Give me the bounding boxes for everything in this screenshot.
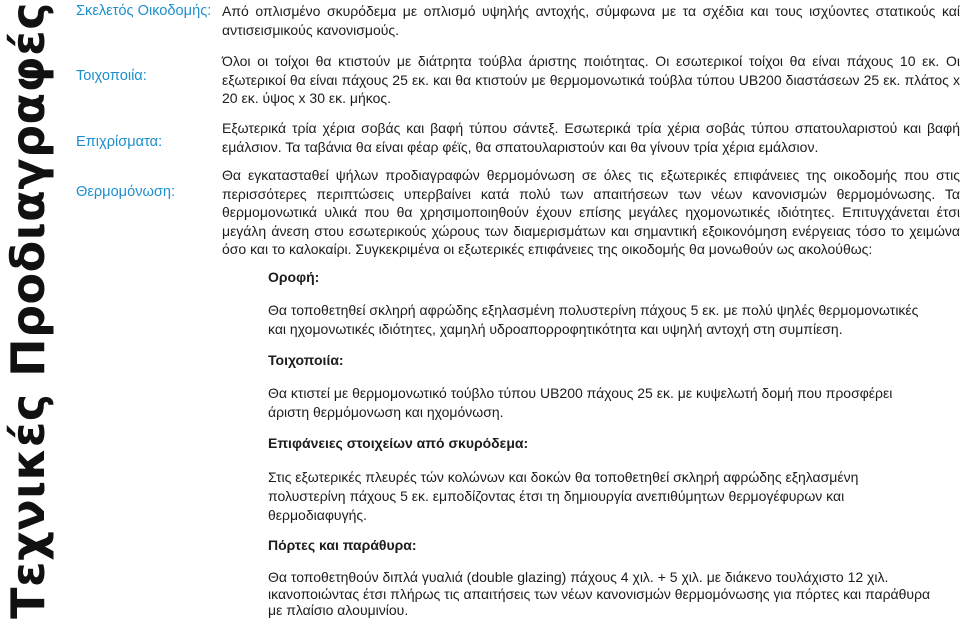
doors-line: Θα τοποθετηθούν διπλά γυαλιά (double glazing) πάχους 4 χιλ. + 5 χιλ. με διάκενο τουλάχιστο 12 χιλ. [268,569,889,585]
concrete-line: πολυστερίνη πάχους 5 εκ. εμποδίζοντας έτσι τη δημιουργία ανεπιθύμητων θερμογέφυρων και [268,488,845,504]
walls-line: άριστη θερμόμονωση και ηχομόνωση. [268,404,504,420]
page-title: Τεχνικές Προδιαγραφές [1,1,55,619]
label-walls: Τοιχοποιία: [76,68,147,84]
roof-line: Θα τοποθετηθεί σκληρή αφρώδης εξηλασμένη πολυστερίνη πάχους 5 εκ. με πολύ ψηλές θερμομονωτικές [268,302,919,318]
page-title-vertical [0,0,56,620]
concrete-line: Στις εξωτερικές πλευρές τών κολώνων και δοκών θα τοποθετηθεί σκληρή αφρώδης εξηλασμένη [268,469,859,485]
roof-line: και ηχομονωτικές ιδιότητες, χαμηλή υδροαπορροφητικότητα και υψηλή αντοχή στη συμπίεση. [268,321,843,337]
roof-heading: Οροφή: [268,269,320,285]
label-skeleton: Σκελετός Οικοδομής: [76,3,212,19]
walls-line: Θα κτιστεί με θερμομονωτικό τούβλο τύπου UB200 πάχους 25 εκ. με κυψελωτή δομή που προσφέρει [268,385,893,401]
doors-line: με πλαίσιο αλουμινίου. [268,602,409,618]
concrete-line: θερμοδιαφυγής. [268,507,367,523]
doors-line: ικανοποιώντας έτσι πλήρως τις απαιτήσεις των νέων κανονισμών θερμομόνωσης για πόρτες και παράθυρα [268,586,931,602]
doors-heading: Πόρτες και παράθυρα: [268,537,417,553]
paragraph-walls: Όλοι οι τοίχοι θα κτιστούν με διάτρητα τούβλα άριστης ποιότητας. Οι εσωτερικοί τοίχοι θα είναι πάχους 10 εκ. Οι εξωτερικοί θα είναι πάχους 25 εκ. και θα κτιστούν με θερμομονωτικά τούβλα τύπου UB200 διαστάσεων 25 εκ. πλάτος x 20 εκ. ύψος x 30 εκ. μήκος. [222,53,960,106]
concrete-heading: Επιφάνειες στοιχείων από σκυρόδεμα: [268,435,529,451]
label-insulation: Θερμομόνωση: [76,184,176,200]
label-plaster: Επιχρίσματα: [76,134,163,150]
paragraph-skeleton: Από οπλισμένο σκυρόδεμα με οπλισμό υψηλής αντοχής, σύμφωνα με τα σχέδια και τους ισχύοντες στατικούς καί αντισεισμικούς κανονισμούς. [222,3,960,38]
walls-heading: Τοιχοποιία: [268,352,344,368]
paragraph-insulation: Θα εγκατασταθεί ψήλων προδιαγραφών θερμομόνωση σε όλες τις εξωτερικές επιφάνειες της οικοδομής που στις περισσότερες περιπτώσεις υπερβαίνει κατά πολύ των απαιτήσεων των νέων κανονισμών θερμομόνωσης. Τα θερμομονωτικά υλικά που θα χρησιμοποιηθούν έχουν επίσης μεγάλες ηχομονωτικές ιδιότητες. Επιτυγχάνεται έτσι μεγάλη άνεση στου εσωτερικούς χώρους των διαμερισμάτων και σημαντική εξοικονόμηση ενέργειας τόσο το χειμώνα όσο και το καλοκαίρι. Συγκεκριμένα οι εξωτερικές επιφάνειες της οικοδομής θα μονωθούν ως ακολούθως: [222,167,960,257]
paragraph-plaster: Εξωτερικά τρία χέρια σοβάς και βαφή τύπου σάντεξ. Εσωτερικά τρία χέρια σοβάς τύπου σπατουλαριστού και βαφή εμάλσιον. Τα ταβάνια θα είναι φέαρ φέϊς, θα σπατουλαριστούν και θα γίνουν τρία χέρια εμάλσιον. [222,120,960,155]
